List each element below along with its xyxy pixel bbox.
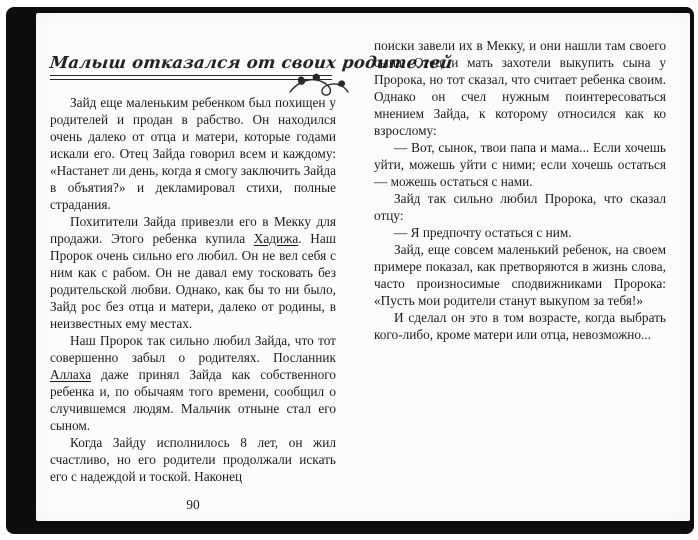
chapter-header [49, 53, 454, 80]
text-segment: — Вот, сынок, твои папа и мама... Если хочешь уйти, можешь уйти с ними; если хочешь остаться — можешь остаться с нами. [374, 140, 666, 189]
glossary-term: Аллаха [50, 367, 92, 382]
paragraph [50, 94, 336, 213]
right-page-column [374, 37, 666, 343]
text-segment: . Наш Пророк очень сильно его любил. Он не вел себя с ним как с рабом. Он не давал ему тосковать без родительской любви. Однако, как бы то ни было, Зайд рос без отца и матери, далеко от родины, в неизвестных ему местах. [50, 231, 336, 331]
text-segment: — Я предпочту остаться с ним. [394, 225, 572, 240]
floral-flourish-icon [288, 73, 350, 106]
paragraph [50, 213, 336, 332]
right-column-text [374, 37, 666, 343]
left-column-text [50, 94, 336, 485]
chapter-title: Малыш отказался от своих родителей [49, 53, 454, 72]
text-segment: И сделал он это в том возрасте, когда выбрать кого-либо, кроме матери или отца, невозможно... [374, 310, 666, 342]
text-segment: поиски завели их в Мекку, и они нашли там своего сына. Отец и мать захотели выкупить сына у Пророка, но тот сказал, что считает ребенка своим. Однако он счел нужным поинтересоваться мнением Зайда, к которому относился как ко взрослому: [374, 38, 666, 138]
text-segment: Похитители Зайда привезли его в Мекку для продажи. Этого ребенка купила [50, 214, 336, 246]
text-segment: Зайд, еще совсем маленький ребенок, на своем примере показал, как претворяются в жизнь слова, часто произносимые сподвижниками Пророка: «Пусть мои родители станут выкупом за тебя!» [374, 242, 666, 308]
paragraph [374, 224, 666, 241]
paragraph [374, 139, 666, 190]
paragraph [374, 309, 666, 343]
paragraph [50, 434, 336, 485]
paragraph [374, 241, 666, 309]
left-page-column [49, 53, 454, 485]
book-page [36, 13, 690, 521]
text-segment: даже принял Зайда как собственного ребенка и, по обычаям того времени, сообщил о случившемся людям. Мальчик отныне стал его сыном. [50, 367, 336, 433]
paragraph [374, 190, 666, 224]
text-segment: Зайд так сильно любил Пророка, что сказал отцу: [374, 191, 666, 223]
text-segment: Зайд еще маленьким ребенком был похищен у родителей и продан в рабство. Он находился очень далеко от отца и матери, которые годами искали его. Отец Зайда говорил всем и каждому: «Настанет ли день, когда я смогу заключить Зайда в объятия?» и декламировал стихи, полные страдания. [50, 95, 336, 212]
page-number: 90 [186, 497, 200, 512]
text-segment: Когда Зайду исполнилось 8 лет, он жил счастливо, но его родители продолжали искать его с надеждой и тоской. Наконец [50, 435, 336, 484]
paragraph [374, 37, 666, 139]
paragraph [50, 332, 336, 434]
glossary-term: Хадижа [253, 231, 299, 246]
text-segment: Наш Пророк так сильно любил Зайда, что тот совершенно забыл о родителях. Посланник [50, 333, 336, 365]
